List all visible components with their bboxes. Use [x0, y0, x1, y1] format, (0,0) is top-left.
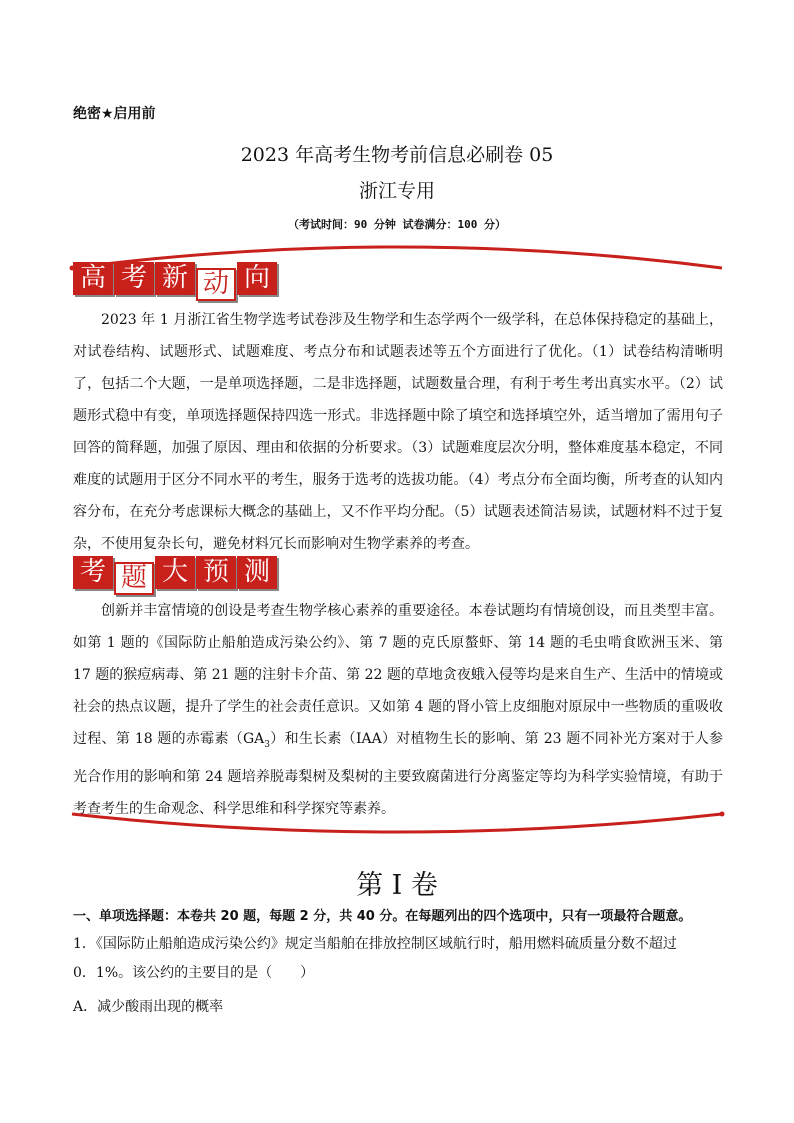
section2-subscript: 3 — [264, 739, 271, 750]
banner-char: 考 — [114, 262, 154, 295]
volume-title: 第 I 卷 — [356, 870, 438, 901]
question-1-line-1: 1．《国际防止船舶造成污染公约》规定当船舶在排放控制区域航行时，船用燃料硫质量分数不超过 — [73, 936, 677, 952]
bottom-arc-icon — [0, 808, 794, 840]
page-subtitle: 浙江专用 — [358, 180, 435, 202]
page-title: 2023 年高考生物考前信息必刷卷 05 — [240, 144, 554, 166]
banner-char: 考 — [73, 556, 113, 589]
banner-char: 题 — [114, 562, 154, 595]
section2-text-part1: 创新并丰富情境的创设是考查生物学核心素养的重要途径。本卷试题均有情境创设，而且类型丰富。如第 1 题的《国际防止船舶造成污染公约》、第 7 题的克氏原螯虾、第 14 题的毛虫啃食欧洲玉米、第 17 题的猴痘病毒、第 21 题的注射卡介苗、第 22 题的草地贪夜蛾入侵等均是来自生产、生活中的情境或社会的热点议题，提升了学生的社会责任意识。又如第 4 题的肾小管上皮细胞对原尿中一些物质的重吸收过程、第 18 题的赤霉素（GA — [73, 603, 723, 747]
banner-char: 向 — [237, 262, 277, 295]
banner-gaokao-xindongxiang — [73, 262, 277, 301]
part1-heading: 一、单项选择题：本卷共 20 题，每题 2 分，共 40 分。在每题列出的四个选项中，只有一项最符合题意。 — [73, 909, 692, 924]
banner-char: 大 — [155, 556, 195, 589]
banner-char: 预 — [196, 556, 236, 589]
question-1-line-2: 0．1%。该公约的主要目的是（ ） — [73, 965, 315, 981]
banner-char: 测 — [237, 556, 277, 589]
section2-text-part2: ）和生长素（IAA）对植物生长的影响、第 23 题不同补光方案对于人参光合作用的影响和第 24 题培养脱毒梨树及梨树的主要致腐菌进行分离鉴定等均为科学实验情境，有助于考查考生的生命观念、科学思维和科学探究等素养。 — [73, 731, 723, 817]
banner-char: 新 — [155, 262, 195, 295]
banner-char: 动 — [196, 268, 236, 301]
banner-char: 高 — [73, 262, 113, 295]
question-1-option-a: A．减少酸雨出现的概率 — [73, 999, 224, 1015]
exam-info: （考试时间：90 分钟 试卷满分：100 分） — [288, 218, 506, 231]
section2-paragraph — [73, 595, 723, 825]
secret-label: 绝密★启用前 — [73, 106, 156, 122]
banner-kaoti-dayuce — [73, 556, 277, 595]
section1-paragraph: 2023 年 1 月浙江省生物学选考试卷涉及生物学和生态学两个一级学科，在总体保持稳定的基础上，对试卷结构、试题形式、试题难度、考点分布和试题表述等五个方面进行了优化。（1）试卷结构清晰明了，包括二个大题，一是单项选择题，二是非选择题，试题数量合理，有利于考生考出真实水平。（2）试题形式稳中有变，单项选择题保持四选一形式。非选择题中除了填空和选择填空外，适当增加了需用句子回答的简释题，加强了原因、理由和依据的分析要求。（3）试题难度层次分明，整体难度基本稳定，不同难度的试题用于区分不同水平的考生，服务于选考的选拔功能。（4）考点分布全面均衡，所考查的认知内容分布，在充分考虑课标大概念的基础上，又不作平均分配。（5）试题表述简洁易读，试题材料不过于复杂，不使用复杂长句，避免材料冗长而影响对生物学素养的考查。 — [73, 312, 723, 552]
